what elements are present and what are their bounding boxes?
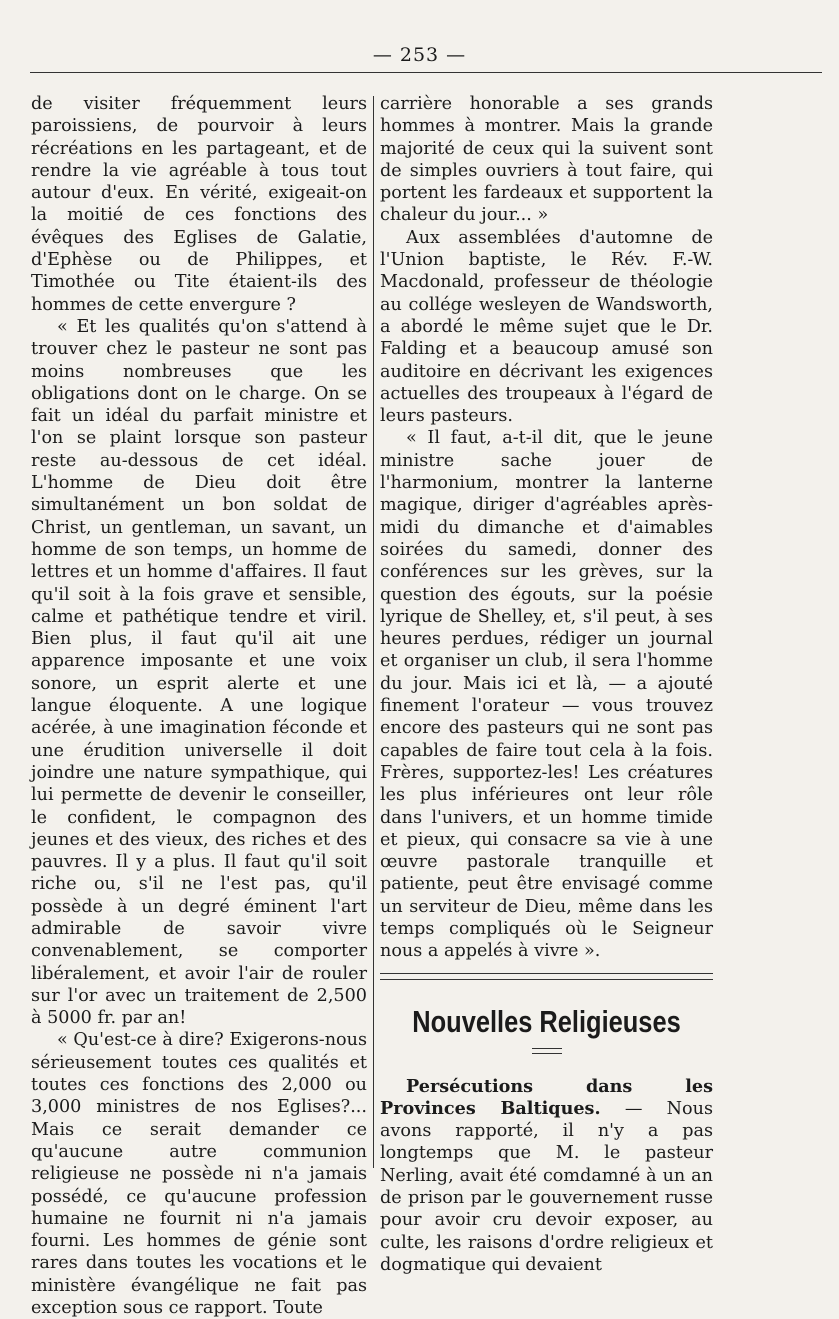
article-text: — Nous avons rapporté, il n'y a pas longtemps que M. le pasteur Nerling, avait été comdamné à un an de prison par le gouvernement russe pour avoir cru devoir exposer, au culte, les raisons d'ordre religieux et dogmatique qui devaient (380, 1098, 713, 1275)
column-divider (373, 96, 374, 1168)
paragraph: « Il faut, a-t-il dit, que le jeune ministre sache jouer de l'harmonium, montrer la lanterne magique, diriger d'agréables après-midi du dimanche et d'aimables soirées du samedi, donner des conférences sur les grèves, sur la question des égouts, sur la poésie lyrique de Shelley, et, s'il peut, à ses heures perdues, rédiger un journal et organiser un club, il sera l'homme du jour. Mais ici et là, — a ajouté finement l'orateur — vous trouvez encore des pasteurs qui ne sont pas capables de faire tout cela à la fois. Frères, supportez-les! Les créatures les plus inférieures ont leur rôle dans l'univers, et un homme timide et pieux, qui consacre sa vie à une œuvre pastorale tranquille et patiente, peut être envisagé comme un serviteur de Dieu, même dans les temps compliqués où le Seigneur nous a appelés à vivre ». (380, 428, 713, 962)
title-ornament (532, 1048, 562, 1054)
header-rule (30, 72, 822, 73)
right-column (380, 93, 713, 1276)
page-number: — 253 — (372, 44, 467, 66)
paragraph: carrière honorable a ses grands hommes à montrer. Mais la grande majorité de ceux qui la suivent sont de simples ouvriers à tout faire, qui portent les fardeaux et supportent la chaleur du jour... » (380, 94, 713, 226)
news-article (380, 1076, 713, 1277)
paragraph: Aux assemblées d'automne de l'Union baptiste, le Rév. F.-W. Macdonald, professeur de théologie au collége wesleyen de Wandsworth, a abordé le même sujet que le Dr. Falding et a beaucoup amusé son auditoire en décrivant les exigences actuelles des troupeaux à l'égard de leurs pasteurs. (380, 227, 713, 427)
paragraph: « Et les qualités qu'on s'attend à trouver chez le pasteur ne sont pas moins nombreuses que les obligations dont on le charge. On se fait un idéal du parfait ministre et l'on se plaint lorsque son pasteur reste au-dessous de cet idéal. L'homme de Dieu doit être simultanément un bon soldat de Christ, un gentleman, un savant, un homme de son temps, un homme de lettres et un homme d'affaires. Il faut qu'il soit à la fois grave et sensible, calme et pathétique tendre et viril. Bien plus, il faut qu'il ait une apparence imposante et une voix sonore, un esprit alerte et une langue éloquente. A une logique acérée, à une imagination féconde et une érudition universelle il doit joindre une nature sympathique, qui lui permette de devenir le conseiller, le confident, le compagnon des jeunes et des vieux, des riches et des pauvres. Il y a plus. Il faut qu'il soit riche ou, s'il ne l'est pas, qu'il possède à un degré éminent l'art admirable de savoir vivre convenablement, se comporter libéralement, et avoir l'air de rouler sur l'or avec un traitement de 2,500 à 5000 fr. par an! (31, 316, 367, 1029)
paragraph: de visiter fréquemment leurs paroissiens, de pourvoir à leurs récréations en les partageant, et de rendre la vie agréable à tous tout autour d'eux. En vérité, exigeait-on la moitié de ces fonctions des évêques des Eglises de Galatie, d'Ephèse ou de Philippes, et Timothée ou Tite étaient-ils des hommes de cette envergure ? (31, 94, 367, 315)
section-title: Nouvelles Religieuses (412, 1003, 681, 1039)
article-heading: Persécutions dans les Provinces Baltiques. (380, 1075, 713, 1119)
left-column (31, 93, 367, 1319)
paragraph: « Qu'est-ce à dire? Exigerons-nous sérieusement toutes ces qualités et toutes ces fonctions des 2,000 ou 3,000 ministres de nos Eglises?... Mais ce serait demander ce qu'aucune autre communion religieuse ne possède ni n'a jamais possédé, ce qu'aucune profession humaine ne fournit ni n'a jamais fourni. Les hommes de génie sont rares dans toutes les vocations et le ministère évangélique ne fait pas exception sous ce rapport. Toute (31, 1030, 367, 1319)
section-divider (380, 973, 713, 980)
